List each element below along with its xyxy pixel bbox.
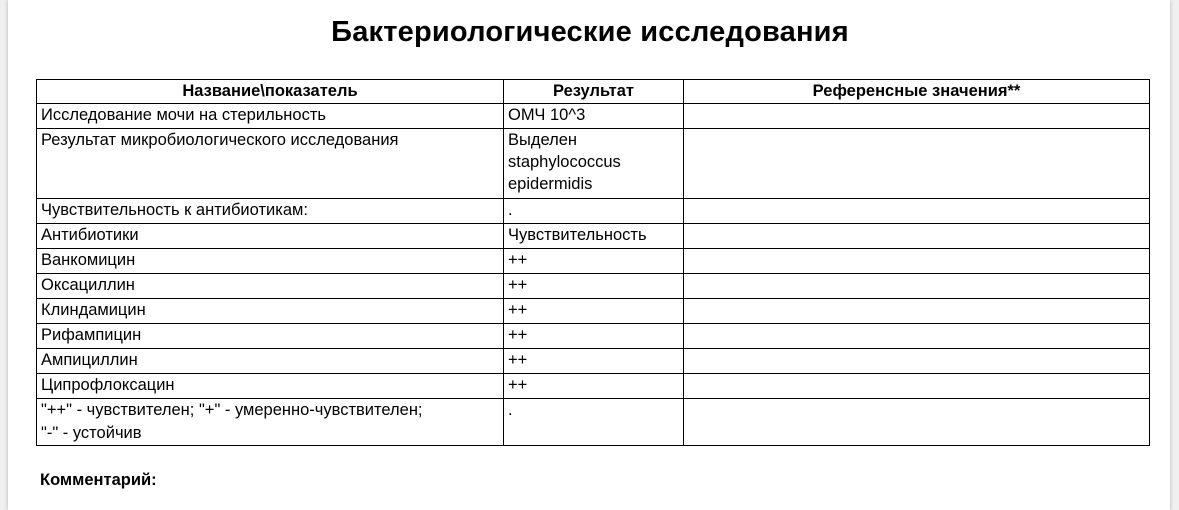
- row-result: ОМЧ 10^3: [504, 104, 684, 129]
- row-name: Рифампицин: [37, 324, 504, 349]
- table-row: [37, 129, 1150, 199]
- table-row: [37, 199, 1150, 224]
- row-name: Чувствительность к антибиотикам:: [37, 199, 504, 224]
- table-row: [37, 274, 1150, 299]
- row-name: "++" - чувствителен; "+" - умеренно-чувствителен; "-" - устойчив: [37, 399, 504, 446]
- row-reference: [684, 374, 1150, 399]
- row-result: ++: [504, 349, 684, 374]
- row-reference: [684, 199, 1150, 224]
- row-reference: [684, 104, 1150, 129]
- row-name: Ванкомицин: [37, 249, 504, 274]
- row-reference: [684, 349, 1150, 374]
- row-name: Результат микробиологического исследования: [37, 129, 504, 199]
- page-title: Бактериологические исследования: [331, 16, 849, 48]
- row-reference: [684, 274, 1150, 299]
- row-result: ++: [504, 324, 684, 349]
- row-result: ++: [504, 299, 684, 324]
- row-result: Чувствительность: [504, 224, 684, 249]
- column-header-result: Результат: [504, 80, 684, 104]
- table-row: [37, 224, 1150, 249]
- table-row-legend: [37, 399, 1150, 446]
- row-result: Выделен staphylococcus epidermidis: [504, 129, 684, 199]
- row-reference: [684, 399, 1150, 446]
- table-row: [37, 349, 1150, 374]
- row-name: Клиндамицин: [37, 299, 504, 324]
- comment-label: Комментарий:: [40, 471, 157, 489]
- row-name: Ципрофлоксацин: [37, 374, 504, 399]
- row-result: .: [504, 199, 684, 224]
- results-table: [36, 79, 1150, 446]
- row-reference: [684, 324, 1150, 349]
- column-header-reference: Референсные значения**: [684, 80, 1150, 104]
- row-reference: [684, 249, 1150, 274]
- row-name: Оксациллин: [37, 274, 504, 299]
- row-reference: [684, 224, 1150, 249]
- table-row: [37, 374, 1150, 399]
- table-header-row: [37, 80, 1150, 104]
- row-result: .: [504, 399, 684, 446]
- table-row: [37, 324, 1150, 349]
- row-result: ++: [504, 249, 684, 274]
- row-result: ++: [504, 374, 684, 399]
- row-name: Исследование мочи на стерильность: [37, 104, 504, 129]
- row-name: Ампициллин: [37, 349, 504, 374]
- row-reference: [684, 299, 1150, 324]
- document-page: [8, 0, 1170, 510]
- row-result: ++: [504, 274, 684, 299]
- table-row: [37, 299, 1150, 324]
- table-row: [37, 249, 1150, 274]
- table-row: [37, 104, 1150, 129]
- column-header-name: Название\показатель: [37, 80, 504, 104]
- row-name: Антибиотики: [37, 224, 504, 249]
- row-reference: [684, 129, 1150, 199]
